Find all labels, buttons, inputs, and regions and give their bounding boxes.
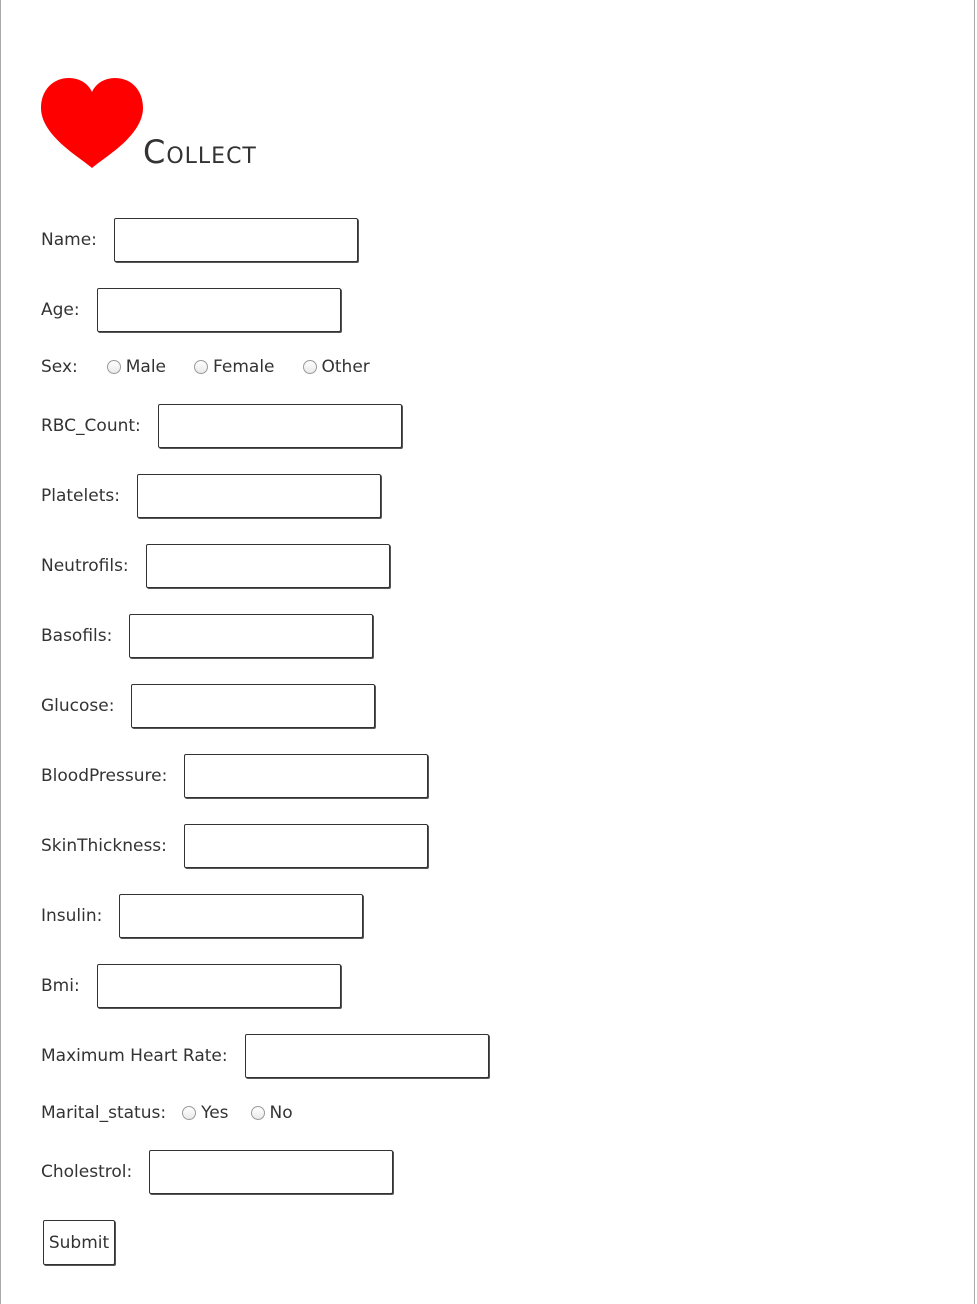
marital-yes-label: Yes bbox=[201, 1103, 229, 1123]
blood-pressure-row bbox=[41, 753, 428, 799]
basofils-row bbox=[41, 613, 373, 659]
glucose-label: Glucose: bbox=[41, 696, 115, 716]
platelets-label: Platelets: bbox=[41, 486, 120, 506]
app-title: Collect bbox=[143, 133, 257, 171]
neutrofils-label: Neutrofils: bbox=[41, 556, 129, 576]
glucose-row bbox=[41, 683, 375, 729]
marital-option-yes[interactable] bbox=[182, 1103, 228, 1123]
cholestrol-input[interactable] bbox=[149, 1150, 393, 1194]
bmi-label: Bmi: bbox=[41, 976, 80, 996]
name-label: Name: bbox=[41, 230, 97, 250]
basofils-input[interactable] bbox=[129, 614, 373, 658]
neutrofils-input[interactable] bbox=[146, 544, 390, 588]
sex-other-label: Other bbox=[321, 357, 370, 377]
sex-label: Sex: bbox=[41, 357, 78, 377]
neutrofils-row bbox=[41, 543, 390, 589]
sex-female-radio[interactable] bbox=[194, 360, 208, 374]
sex-female-label: Female bbox=[213, 357, 275, 377]
marital-no-radio[interactable] bbox=[251, 1106, 265, 1120]
skin-thickness-label: SkinThickness: bbox=[41, 836, 167, 856]
sex-option-other[interactable] bbox=[303, 357, 370, 377]
sex-option-male[interactable] bbox=[107, 357, 166, 377]
max-heart-rate-row bbox=[41, 1033, 489, 1079]
max-heart-rate-label: Maximum Heart Rate: bbox=[41, 1046, 228, 1066]
age-label: Age: bbox=[41, 300, 80, 320]
sex-row bbox=[41, 355, 370, 379]
platelets-input[interactable] bbox=[137, 474, 381, 518]
cholestrol-label: Cholestrol: bbox=[41, 1162, 133, 1182]
submit-button[interactable]: Submit bbox=[43, 1220, 115, 1265]
blood-pressure-label: BloodPressure: bbox=[41, 766, 168, 786]
basofils-label: Basofils: bbox=[41, 626, 113, 646]
insulin-row bbox=[41, 893, 363, 939]
sex-other-radio[interactable] bbox=[303, 360, 317, 374]
marital-no-label: No bbox=[269, 1103, 293, 1123]
rbc-count-label: RBC_Count: bbox=[41, 416, 141, 436]
rbc-count-input[interactable] bbox=[158, 404, 402, 448]
sex-male-radio[interactable] bbox=[107, 360, 121, 374]
name-row bbox=[41, 217, 358, 263]
marital-option-no[interactable] bbox=[251, 1103, 293, 1123]
platelets-row bbox=[41, 473, 381, 519]
rbc-count-row bbox=[41, 403, 402, 449]
age-input[interactable] bbox=[97, 288, 341, 332]
name-input[interactable] bbox=[114, 218, 358, 262]
sex-male-label: Male bbox=[125, 357, 167, 377]
bmi-row bbox=[41, 963, 341, 1009]
glucose-input[interactable] bbox=[131, 684, 375, 728]
marital-yes-radio[interactable] bbox=[182, 1106, 196, 1120]
age-row bbox=[41, 287, 341, 333]
insulin-input[interactable] bbox=[119, 894, 363, 938]
cholestrol-row bbox=[41, 1149, 393, 1195]
skin-thickness-row bbox=[41, 823, 428, 869]
max-heart-rate-input[interactable] bbox=[245, 1034, 489, 1078]
marital-status-row bbox=[41, 1101, 293, 1125]
marital-status-label: Marital_status: bbox=[41, 1103, 167, 1123]
skin-thickness-input[interactable] bbox=[184, 824, 428, 868]
bmi-input[interactable] bbox=[97, 964, 341, 1008]
sex-option-female[interactable] bbox=[194, 357, 274, 377]
blood-pressure-input[interactable] bbox=[184, 754, 428, 798]
insulin-label: Insulin: bbox=[41, 906, 103, 926]
heart-logo-icon bbox=[41, 78, 143, 170]
